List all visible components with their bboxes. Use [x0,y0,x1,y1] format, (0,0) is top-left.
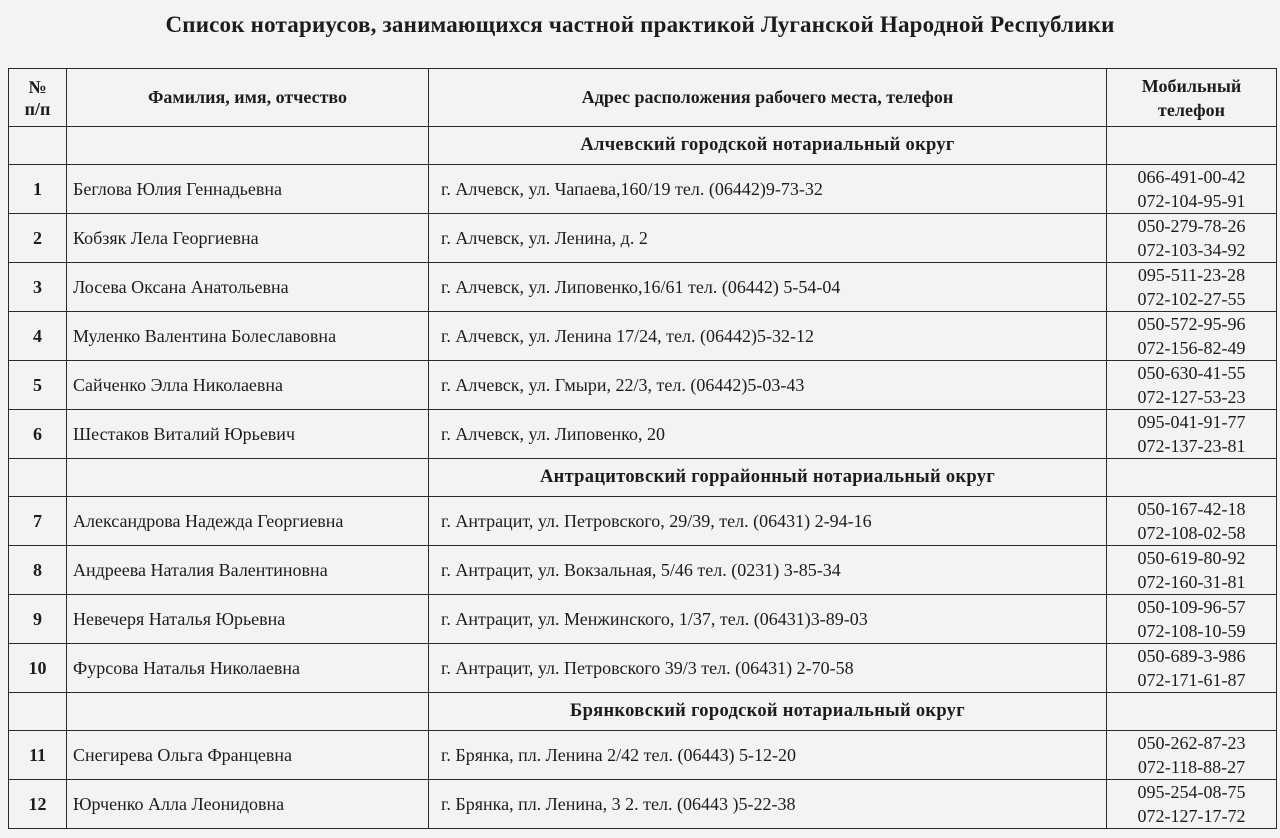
section-row [9,693,1277,731]
notaries-table [8,68,1277,829]
notary-address: г. Алчевск, ул. Гмыри, 22/3, тел. (06442)5-03-43 [429,361,1107,410]
notary-address: г. Брянка, пл. Ленина 2/42 тел. (06443) 5-12-20 [429,731,1107,780]
section-row [9,127,1277,165]
mobile-phone: 050-279-78-26 [1137,216,1246,236]
section-title: Антрацитовский горрайонный нотариальный округ [429,459,1107,497]
header-mobile-line1: Мобильный [1141,75,1242,96]
mobile-phone: 072-171-61-87 [1137,670,1246,690]
table-row [9,595,1277,644]
notary-address: г. Антрацит, ул. Петровского, 29/39, тел. (06431) 2-94-16 [429,497,1107,546]
mobile-phone: 072-102-27-55 [1137,289,1246,309]
notary-address: г. Алчевск, ул. Липовенко,16/61 тел. (06442) 5-54-04 [429,263,1107,312]
header-number [9,69,67,127]
mobile-phones [1107,731,1277,780]
section-empty-cell [1107,127,1277,165]
row-number: 12 [9,780,67,829]
notary-name: Юрченко Алла Леонидовна [67,780,429,829]
table-row [9,263,1277,312]
mobile-phone: 072-156-82-49 [1137,338,1246,358]
mobile-phone: 050-689-3-986 [1137,646,1246,666]
mobile-phones [1107,497,1277,546]
header-mobile-line2: телефон [1158,99,1225,120]
mobile-phones [1107,263,1277,312]
mobile-phone: 095-511-23-28 [1137,265,1246,285]
row-number: 10 [9,644,67,693]
table-row [9,780,1277,829]
mobile-phone: 072-127-53-23 [1137,387,1246,407]
document-title: Список нотариусов, занимающихся частной практикой Луганской Народной Республики [165,12,1115,37]
row-number: 6 [9,410,67,459]
notary-name: Беглова Юлия Геннадьевна [67,165,429,214]
notary-address: г. Антрацит, ул. Вокзальная, 5/46 тел. (0231) 3-85-34 [429,546,1107,595]
notary-address: г. Антрацит, ул. Менжинского, 1/37, тел. (06431)3-89-03 [429,595,1107,644]
mobile-phone: 072-118-88-27 [1137,757,1246,777]
section-empty-cell [9,459,67,497]
section-title: Брянковский городской нотариальный округ [429,693,1107,731]
table-row [9,361,1277,410]
row-number: 3 [9,263,67,312]
table-row [9,731,1277,780]
notary-name: Лосева Оксана Анатольевна [67,263,429,312]
row-number: 11 [9,731,67,780]
mobile-phone: 072-127-17-72 [1137,806,1246,826]
section-title: Алчевский городской нотариальный округ [429,127,1107,165]
mobile-phones [1107,312,1277,361]
notary-address: г. Алчевск, ул. Липовенко, 20 [429,410,1107,459]
mobile-phones [1107,644,1277,693]
notary-address: г. Брянка, пл. Ленина, 3 2. тел. (06443 )5-22-38 [429,780,1107,829]
row-number: 1 [9,165,67,214]
mobile-phones [1107,595,1277,644]
section-empty-cell [67,459,429,497]
table-row [9,214,1277,263]
mobile-phone: 095-254-08-75 [1137,782,1246,802]
mobile-phone: 072-137-23-81 [1137,436,1246,456]
header-number-line2: п/п [24,98,51,119]
mobile-phones [1107,410,1277,459]
notaries-table-body [9,69,1277,829]
notary-name: Андреева Наталия Валентиновна [67,546,429,595]
mobile-phone: 050-109-96-57 [1137,597,1246,617]
mobile-phone: 050-262-87-23 [1137,733,1246,753]
header-mobile [1107,69,1277,127]
notary-name: Шестаков Виталий Юрьевич [67,410,429,459]
table-row [9,312,1277,361]
section-empty-cell [67,693,429,731]
row-number: 2 [9,214,67,263]
section-empty-cell [1107,693,1277,731]
notary-name: Снегирева Ольга Францевна [67,731,429,780]
notary-address: г. Алчевск, ул. Ленина, д. 2 [429,214,1107,263]
mobile-phone: 072-104-95-91 [1137,191,1246,211]
notary-address: г. Алчевск, ул. Чапаева,160/19 тел. (06442)9-73-32 [429,165,1107,214]
mobile-phone: 050-619-80-92 [1137,548,1246,568]
header-address: Адрес расположения рабочего места, телефон [429,69,1107,127]
section-empty-cell [67,127,429,165]
section-empty-cell [9,127,67,165]
notary-address: г. Антрацит, ул. Петровского 39/3 тел. (06431) 2-70-58 [429,644,1107,693]
table-row [9,644,1277,693]
row-number: 4 [9,312,67,361]
table-row [9,546,1277,595]
mobile-phone: 050-167-42-18 [1137,499,1246,519]
mobile-phones [1107,165,1277,214]
notary-name: Муленко Валентина Болеславовна [67,312,429,361]
section-empty-cell [9,693,67,731]
notary-name: Кобзяк Лела Георгиевна [67,214,429,263]
mobile-phone: 072-103-34-92 [1137,240,1246,260]
mobile-phone: 072-108-10-59 [1137,621,1246,641]
mobile-phones [1107,361,1277,410]
row-number: 7 [9,497,67,546]
row-number: 9 [9,595,67,644]
table-row [9,410,1277,459]
mobile-phone: 066-491-00-42 [1137,167,1246,187]
mobile-phone: 050-572-95-96 [1137,314,1246,334]
table-header-row [9,69,1277,127]
section-empty-cell [1107,459,1277,497]
notary-name: Фурсова Наталья Николаевна [67,644,429,693]
mobile-phones [1107,780,1277,829]
row-number: 8 [9,546,67,595]
notary-name: Сайченко Элла Николаевна [67,361,429,410]
mobile-phone: 072-108-02-58 [1137,523,1246,543]
row-number: 5 [9,361,67,410]
header-name: Фамилия, имя, отчество [67,69,429,127]
section-row [9,459,1277,497]
table-row [9,165,1277,214]
table-row [9,497,1277,546]
notary-name: Невечеря Наталья Юрьевна [67,595,429,644]
notary-name: Александрова Надежда Георгиевна [67,497,429,546]
header-number-line1: № [28,76,47,97]
mobile-phone: 095-041-91-77 [1137,412,1246,432]
notary-address: г. Алчевск, ул. Ленина 17/24, тел. (06442)5-32-12 [429,312,1107,361]
mobile-phone: 072-160-31-81 [1137,572,1246,592]
mobile-phones [1107,546,1277,595]
mobile-phone: 050-630-41-55 [1137,363,1246,383]
mobile-phones [1107,214,1277,263]
